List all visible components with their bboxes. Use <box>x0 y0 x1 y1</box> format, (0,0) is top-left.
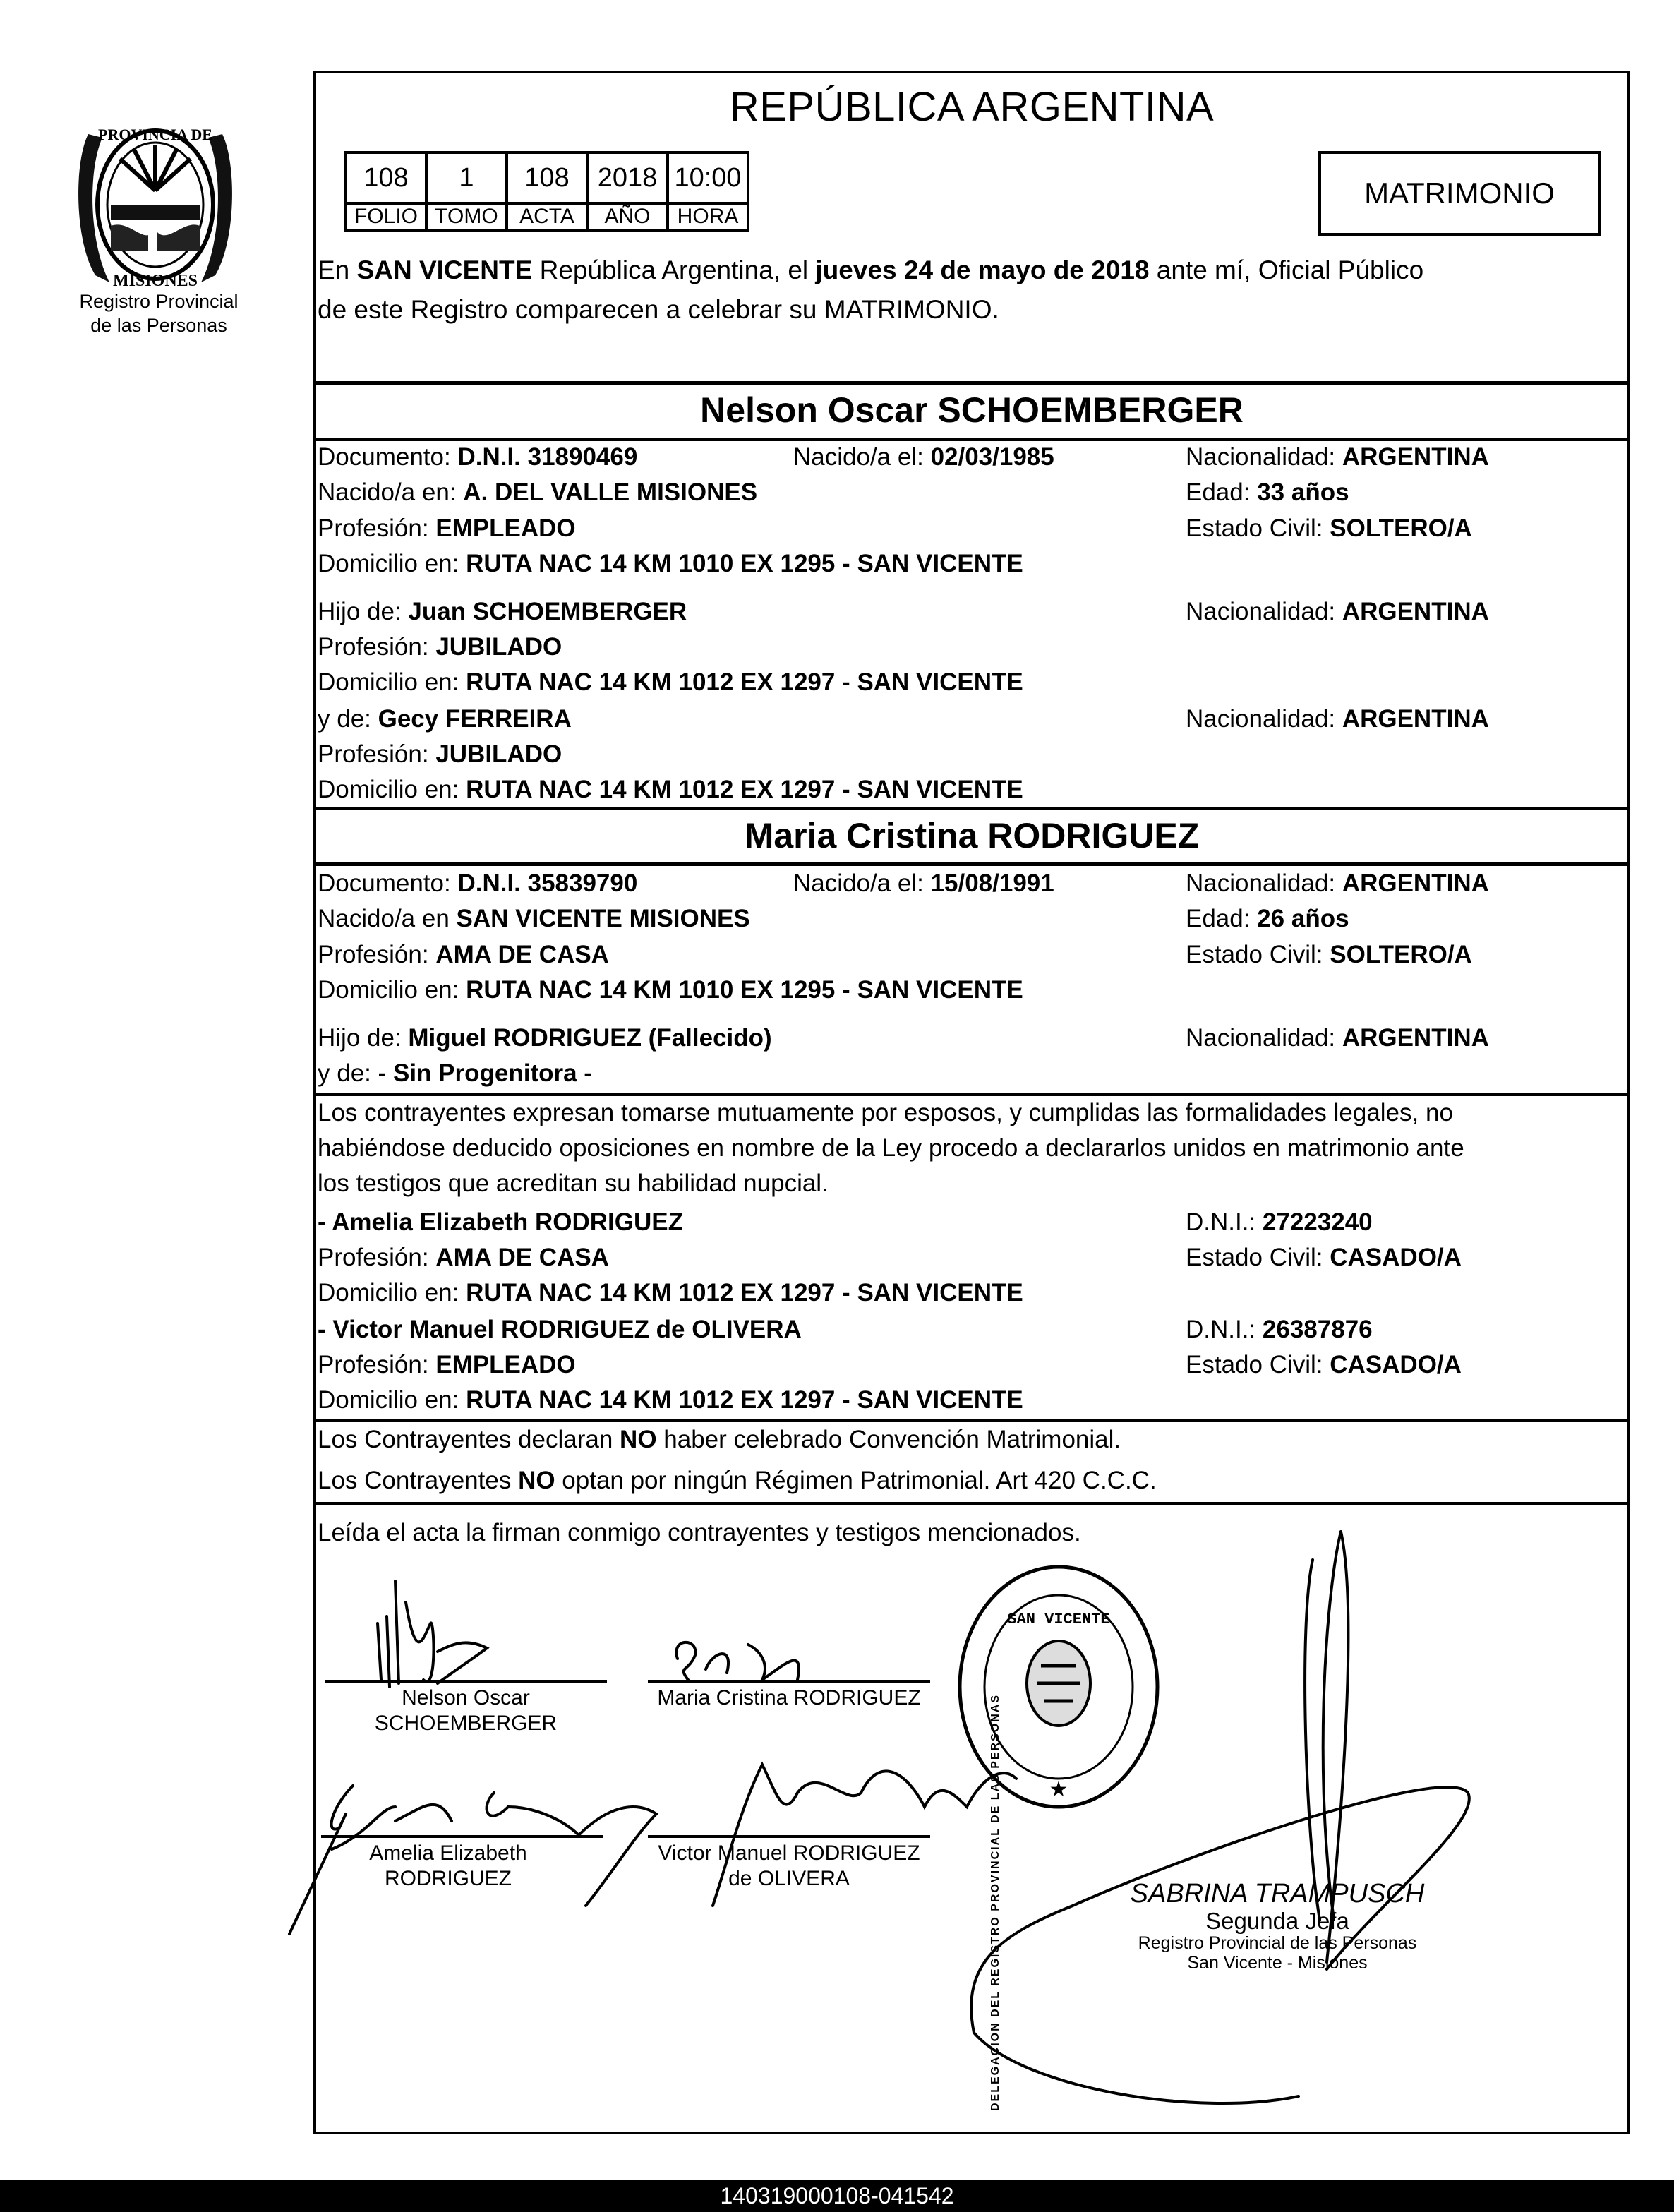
value: 33 años <box>1257 479 1349 506</box>
text: Los Contrayentes declaran <box>318 1426 620 1453</box>
label: Domicilio en: <box>318 668 466 696</box>
intro-date: jueves 24 de mayo de 2018 <box>815 256 1150 284</box>
value: 26387876 <box>1262 1316 1373 1343</box>
declaration-line-1: Los contrayentes expresan tomarse mutuamente por esposos, y cumplidas las formalidades legales, no <box>318 1099 1453 1126</box>
act-type-box: MATRIMONIO <box>1318 151 1601 236</box>
label: Estado Civil: <box>1186 1351 1330 1378</box>
label: Nacido/a el: <box>793 870 931 897</box>
hora-value: 10:00 <box>668 152 748 203</box>
label-line: Victor Manuel RODRIGUEZ <box>658 1841 920 1865</box>
text: haber celebrado Convención Matrimonial. <box>656 1426 1121 1453</box>
label: Hijo de: <box>318 1024 409 1052</box>
label: Profesión: <box>318 941 436 968</box>
document-title: REPÚBLICA ARGENTINA <box>729 84 1215 130</box>
svg-text:SAN VICENTE: SAN VICENTE <box>1007 1611 1110 1628</box>
official-seal-stamp <box>949 1560 1168 1814</box>
document-code-bar: 140319000108-041542 <box>0 2180 1674 2212</box>
label: Domicilio en: <box>318 1386 466 1414</box>
closing-statement: Leída el acta la firman conmigo contrayentes y testigos mencionados. <box>318 1519 1081 1546</box>
bride-name: Maria Cristina RODRIGUEZ <box>744 816 1200 855</box>
value: ARGENTINA <box>1342 870 1489 897</box>
label: Edad: <box>1186 479 1258 506</box>
label: Hijo de: <box>318 598 409 625</box>
label: Nacido/a en <box>318 905 457 932</box>
intro-text: República Argentina, el <box>532 256 816 284</box>
label-line: SCHOEMBERGER <box>374 1712 558 1735</box>
intro-line-2: de este Registro comparecen a celebrar su MATRIMONIO. <box>318 295 999 324</box>
value: RUTA NAC 14 KM 1012 EX 1297 - SAN VICENTE <box>466 668 1023 696</box>
value: - Sin Progenitora - <box>378 1059 592 1087</box>
label: Domicilio en: <box>318 976 466 1004</box>
value: Miguel RODRIGUEZ (Fallecido) <box>408 1024 772 1052</box>
intro-text: En <box>318 256 357 284</box>
tomo-value: 1 <box>426 152 507 203</box>
value: D.N.I. 31890469 <box>457 443 638 471</box>
value: RUTA NAC 14 KM 1012 EX 1297 - SAN VICENTE <box>466 776 1023 803</box>
caption-line-1: Registro Provincial <box>79 291 239 312</box>
text: optan por ningún Régimen Patrimonial. Art 420 C.C.C. <box>555 1467 1157 1494</box>
value: AMA DE CASA <box>435 1244 609 1271</box>
declaration-line-2: habiéndose deducido oposiciones en nombre de la Ley procedo a declararlos unidos en matrimonio ante <box>318 1134 1464 1162</box>
value: Juan SCHOEMBERGER <box>408 598 687 625</box>
intro-text: ante mí, Oficial Público <box>1149 256 1424 284</box>
value: RUTA NAC 14 KM 1010 EX 1295 - SAN VICENTE <box>466 976 1023 1004</box>
label: Profesión: <box>318 633 436 661</box>
value: 15/08/1991 <box>930 870 1054 897</box>
official-name: SABRINA TRAMPUSCH <box>1130 1879 1425 1909</box>
label: Profesión: <box>318 1244 436 1271</box>
label: Domicilio en: <box>318 550 466 577</box>
text: Los Contrayentes <box>318 1467 519 1494</box>
label: Estado Civil: <box>1186 941 1330 968</box>
value: SOLTERO/A <box>1330 515 1472 542</box>
label-line: RODRIGUEZ <box>385 1867 512 1890</box>
value: EMPLEADO <box>435 1351 576 1378</box>
value: JUBILADO <box>435 633 562 661</box>
label: Nacionalidad: <box>1186 1024 1342 1052</box>
label: Nacionalidad: <box>1186 598 1342 625</box>
caption-line-2: de las Personas <box>90 315 227 336</box>
official-role: Segunda Jefa <box>1205 1908 1349 1934</box>
label: Profesión: <box>318 1351 436 1378</box>
label: Nacionalidad: <box>1186 870 1342 897</box>
svg-text:MISIONES: MISIONES <box>112 272 198 290</box>
declaration-line-3: los testigos que acreditan su habilidad nupcial. <box>318 1170 829 1197</box>
intro-city: SAN VICENTE <box>356 256 533 284</box>
label-line: Nelson Oscar <box>402 1686 530 1709</box>
label: Nacionalidad: <box>1186 443 1342 471</box>
folio-label: FOLIO <box>346 203 426 230</box>
value: CASADO/A <box>1330 1351 1462 1378</box>
emphasis: NO <box>620 1426 657 1453</box>
label: Profesión: <box>318 515 436 542</box>
label-line: Maria Cristina RODRIGUEZ <box>657 1686 921 1709</box>
folio-value: 108 <box>346 152 426 203</box>
acta-label: ACTA <box>507 203 587 230</box>
label-line: Amelia Elizabeth <box>369 1841 527 1865</box>
official-stamp <box>1129 1879 1426 1973</box>
label: Domicilio en: <box>318 776 466 803</box>
label: Profesión: <box>318 740 436 768</box>
value: 26 años <box>1257 905 1349 932</box>
value: CASADO/A <box>1330 1244 1462 1271</box>
value: SOLTERO/A <box>1330 941 1472 968</box>
value: ARGENTINA <box>1342 705 1489 733</box>
value: ARGENTINA <box>1342 598 1489 625</box>
hora-label: HORA <box>668 203 748 230</box>
label: Edad: <box>1186 905 1258 932</box>
emphasis: NO <box>518 1467 555 1494</box>
value: AMA DE CASA <box>435 941 609 968</box>
tomo-label: TOMO <box>426 203 507 230</box>
label: Estado Civil: <box>1186 515 1330 542</box>
acta-value: 108 <box>507 152 587 203</box>
svg-text:★: ★ <box>1049 1778 1068 1801</box>
official-office: Registro Provincial de las Personas <box>1138 1933 1417 1953</box>
anio-value: 2018 <box>587 152 668 203</box>
value: ARGENTINA <box>1342 443 1489 471</box>
label: D.N.I.: <box>1186 1316 1263 1343</box>
label: y de: <box>318 705 378 733</box>
value: RUTA NAC 14 KM 1010 EX 1295 - SAN VICENTE <box>466 550 1023 577</box>
value: - Amelia Elizabeth RODRIGUEZ <box>318 1208 683 1236</box>
label: Nacido/a el: <box>793 443 931 471</box>
value: EMPLEADO <box>435 515 576 542</box>
value: SAN VICENTE MISIONES <box>456 905 750 932</box>
label: Documento: <box>318 870 458 897</box>
anio-label: AÑO <box>587 203 668 230</box>
label: Domicilio en: <box>318 1279 466 1306</box>
value: A. DEL VALLE MISIONES <box>463 479 758 506</box>
value: JUBILADO <box>435 740 562 768</box>
label: Nacionalidad: <box>1186 705 1342 733</box>
svg-text:PROVINCIA DE: PROVINCIA DE <box>98 126 212 143</box>
label: y de: <box>318 1059 378 1087</box>
value: Gecy FERREIRA <box>378 705 572 733</box>
label: Documento: <box>318 443 458 471</box>
groom-name: Nelson Oscar SCHOEMBERGER <box>700 390 1244 430</box>
label: Estado Civil: <box>1186 1244 1330 1271</box>
label: Nacido/a en: <box>318 479 464 506</box>
official-place: San Vicente - Misiones <box>1187 1953 1368 1973</box>
label: D.N.I.: <box>1186 1208 1263 1236</box>
value: ARGENTINA <box>1342 1024 1489 1052</box>
label-line: de OLIVERA <box>728 1867 850 1890</box>
value: - Victor Manuel RODRIGUEZ de OLIVERA <box>318 1316 802 1343</box>
seal-ring-text: DELEGACION DEL REGISTRO PROVINCIAL DE LAS PERSONAS <box>989 1694 1001 2112</box>
value: D.N.I. 35839790 <box>457 870 638 897</box>
value: RUTA NAC 14 KM 1012 EX 1297 - SAN VICENTE <box>466 1279 1023 1306</box>
value: 02/03/1985 <box>930 443 1054 471</box>
value: RUTA NAC 14 KM 1012 EX 1297 - SAN VICENTE <box>466 1386 1023 1414</box>
value: 27223240 <box>1262 1208 1373 1236</box>
